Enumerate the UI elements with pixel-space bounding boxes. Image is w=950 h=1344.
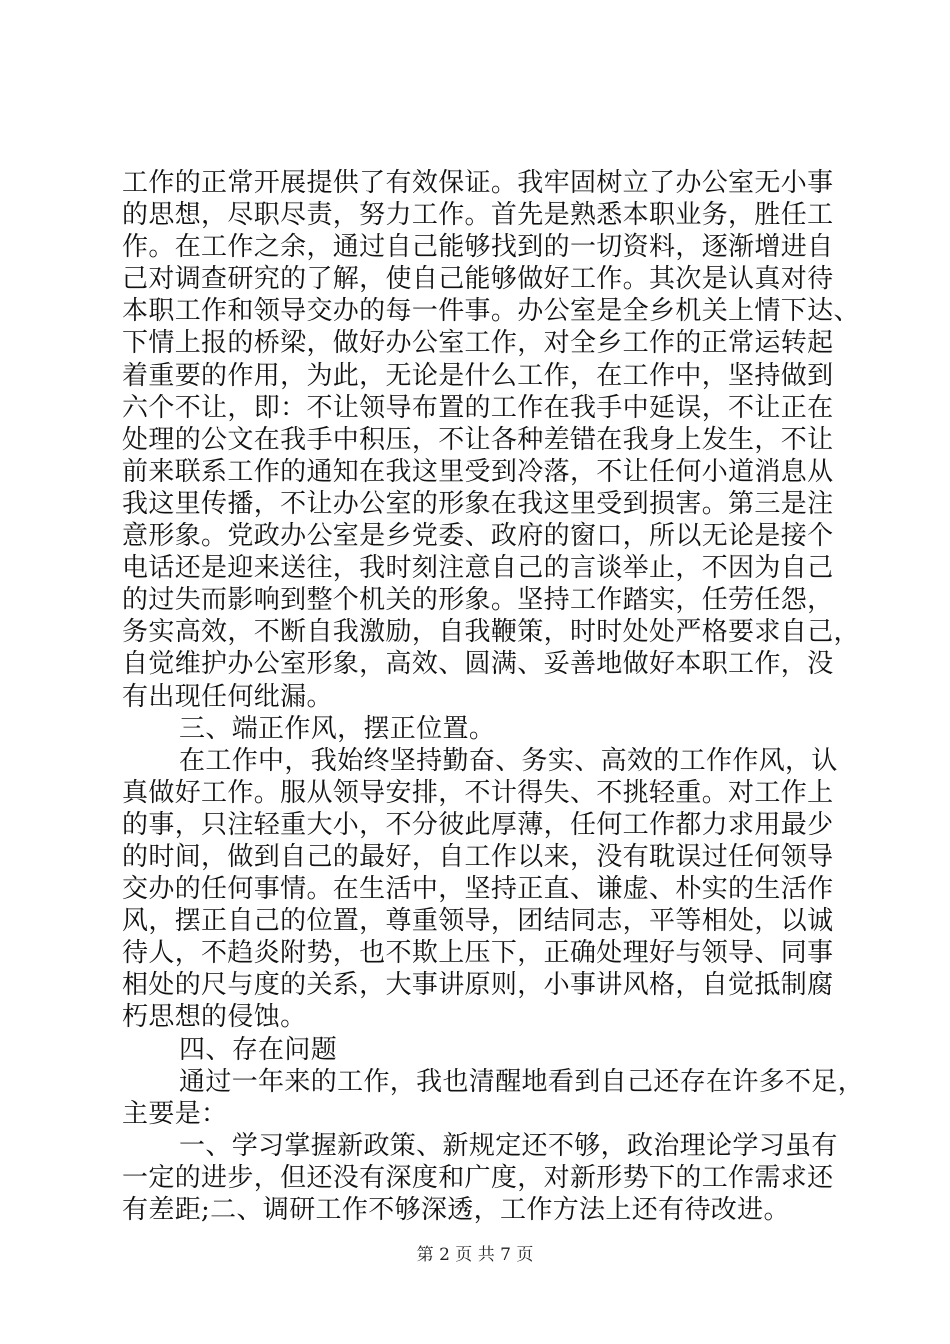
section-heading: 三、端正作风，摆正位置。 bbox=[179, 713, 496, 744]
text-line: 六个不让，即：不让领导布置的工作在我手中延误，不让正在 bbox=[122, 392, 834, 423]
text-line: 主要是： bbox=[122, 1098, 228, 1129]
text-line: 务实高效，不断自我激励，自我鞭策，时时处处严格要求自己， bbox=[122, 617, 860, 648]
text-line: 前来联系工作的通知在我这里受到冷落，不让任何小道消息从 bbox=[122, 456, 834, 487]
text-line: 本职工作和领导交办的每一件事。办公室是全乡机关上情下达、 bbox=[122, 296, 860, 327]
text-line: 的过失而影响到整个机关的形象。坚持工作踏实，任劳任怨， bbox=[122, 585, 834, 616]
text-line: 的事，只注轻重大小，不分彼此厚薄，任何工作都力求用最少 bbox=[122, 809, 834, 840]
text-line: 自觉维护办公室形象，高效、圆满、妥善地做好本职工作，没 bbox=[122, 649, 834, 680]
text-line: 在工作中，我始终坚持勤奋、务实、高效的工作作风，认 bbox=[179, 745, 838, 776]
text-line: 作。在工作之余，通过自己能够找到的一切资料，逐渐增进自 bbox=[122, 232, 834, 263]
text-line: 的时间，做到自己的最好，自工作以来，没有耽误过任何领导 bbox=[122, 841, 834, 872]
text-line: 意形象。党政办公室是乡党委、政府的窗口，所以无论是接个 bbox=[122, 521, 834, 552]
text-line: 工作的正常开展提供了有效保证。我牢固树立了办公室无小事 bbox=[122, 168, 834, 198]
text-line: 有差距;二、调研工作不够深透，工作方法上还有待改进。 bbox=[122, 1195, 790, 1225]
text-line: 相处的尺与度的关系，大事讲原则，小事讲风格，自觉抵制腐 bbox=[122, 970, 834, 1001]
section-heading: 四、存在问题 bbox=[179, 1034, 338, 1065]
text-line: 真做好工作。服从领导安排，不计得失、不挑轻重。对工作上 bbox=[122, 777, 834, 808]
text-line: 有出现任何纰漏。 bbox=[122, 681, 333, 712]
text-line: 着重要的作用，为此，无论是什么工作，在工作中，坚持做到 bbox=[122, 360, 834, 391]
text-line: 下情上报的桥梁，做好办公室工作，对全乡工作的正常运转起 bbox=[122, 328, 834, 359]
text-line: 交办的任何事情。在生活中，坚持正直、谦虚、朴实的生活作 bbox=[122, 874, 834, 905]
text-line: 我这里传播，不让办公室的形象在我这里受到损害。第三是注 bbox=[122, 488, 834, 519]
text-line: 己对调查研究的了解，使自己能够做好工作。其次是认真对待 bbox=[122, 264, 834, 295]
text-line: 通过一年来的工作，我也清醒地看到自己还存在许多不足， bbox=[179, 1066, 865, 1097]
text-line: 朽思想的侵蚀。 bbox=[122, 1002, 307, 1033]
text-line: 电话还是迎来送往，我时刻注意自己的言谈举止，不因为自己 bbox=[122, 553, 834, 584]
text-line: 的思想，尽职尽责，努力工作。首先是熟悉本职业务，胜任工 bbox=[122, 200, 834, 231]
page-number: 第 2 页 共 7 页 bbox=[416, 1245, 534, 1265]
text-line: 一、学习掌握新政策、新规定还不够，政治理论学习虽有 bbox=[179, 1130, 838, 1161]
text-line: 一定的进步，但还没有深度和广度，对新形势下的工作需求还 bbox=[122, 1162, 834, 1193]
document-body bbox=[122, 167, 865, 1226]
text-line: 处理的公文在我手中积压，不让各种差错在我身上发生，不让 bbox=[122, 424, 834, 455]
text-line: 待人，不趋炎附势，也不欺上压下，正确处理好与领导、同事 bbox=[122, 938, 834, 969]
text-line: 风，摆正自己的位置，尊重领导，团结同志，平等相处，以诚 bbox=[122, 906, 834, 937]
